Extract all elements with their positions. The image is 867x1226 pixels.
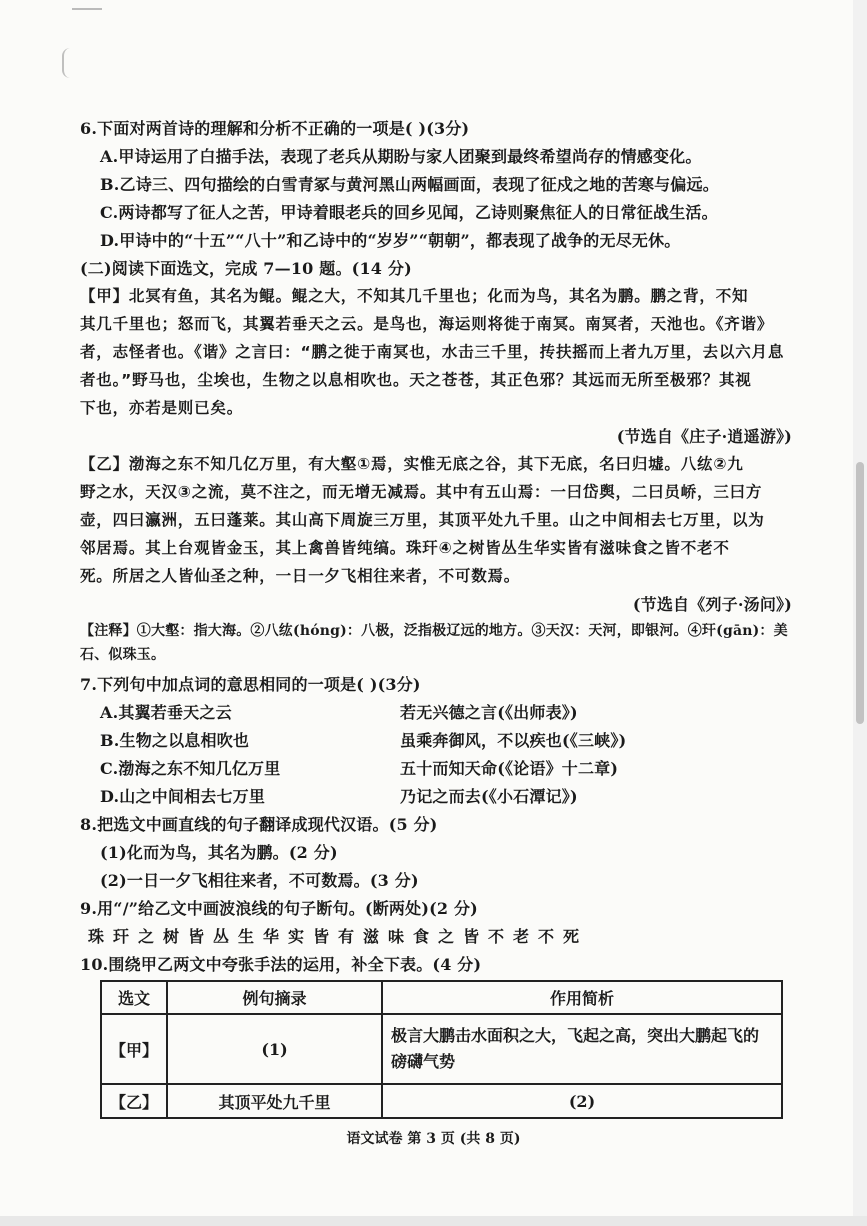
page-footer: 语文试卷 第 3 页 (共 8 页) xyxy=(346,1131,521,1147)
q7-option-c-left: C.渤海之东不知几亿万里 xyxy=(100,759,281,778)
table-row xyxy=(101,1014,782,1084)
section-heading: (二)阅读下面选文，完成 7—10 题。(14 分) xyxy=(80,259,412,278)
passage-jia-line: 者，志怪者也。《谐》之言曰：“鹏之徙于南冥也，水击三千里，抟扶摇而上者九万里，去以六月息 xyxy=(80,343,785,361)
table-row xyxy=(101,1084,782,1118)
answer-blank-1[interactable]: (1) xyxy=(167,1014,382,1084)
answer-blank-2[interactable]: (2) xyxy=(382,1084,782,1118)
q7-stem: 7.下列句中加点词的意思相同的一项是( )(3分) xyxy=(80,675,421,694)
bottom-edge xyxy=(0,1216,867,1226)
table-cell: 【乙】 xyxy=(101,1084,167,1118)
table-header: 选文 xyxy=(101,981,167,1014)
q7-option-d-right: 乃记之而去(《小石潭记》) xyxy=(400,787,578,806)
scrollbar-thumb[interactable] xyxy=(856,462,864,724)
passage-yi-line: 【乙】渤海之东不知几亿万里，有大壑①焉，实惟无底之谷，其下无底，名曰归墟。八纮②九 xyxy=(80,455,744,473)
table-header-row xyxy=(101,981,782,1014)
passage-yi-source: (节选自《列子·汤问》) xyxy=(632,595,792,614)
table-header: 例句摘录 xyxy=(167,981,382,1014)
passage-yi-line: 邻居焉。其上台观皆金玉，其上禽兽皆纯缟。珠玕④之树皆丛生华实皆有滋味食之皆不老不 xyxy=(80,539,730,557)
passage-jia-line: 【甲】北冥有鱼，其名为鲲。鲲之大，不知其几千里也；化而为鸟，其名为鹏。鹏之背，不知 xyxy=(80,287,749,305)
q6-stem: 6.下面对两首诗的理解和分析不正确的一项是( )(3分) xyxy=(80,119,470,138)
q8-item: (1)化而为鸟，其名为鹏。(2 分) xyxy=(100,843,338,862)
q6-option-b: B.乙诗三、四句描绘的白雪青冢与黄河黑山两幅画面，表现了征戍之地的苦寒与偏远。 xyxy=(100,175,719,194)
q7-option-b-left: B.生物之以息相吹也 xyxy=(100,731,250,750)
vertical-scrollbar[interactable] xyxy=(853,0,867,1226)
q9-sentence: 珠玕之树皆丛生华实皆有滋味食之皆不老不死 xyxy=(88,927,589,946)
q6-option-c: C.两诗都写了征人之苦，甲诗着眼老兵的回乡见闻，乙诗则聚焦征人的日常征战生活。 xyxy=(100,203,718,222)
notes-line: 石、似珠玉。 xyxy=(80,647,166,663)
q7-option-b-right: 虽乘奔御风，不以疾也(《三峡》) xyxy=(400,731,627,750)
passage-yi-line: 壶，四曰瀛洲，五曰蓬莱。其山高下周旋三万里，其顶平处九千里。山之中间相去七万里，以为 xyxy=(80,511,765,529)
passage-yi-line: 野之水，天汉③之流，莫不注之，而无增无减焉。其中有五山焉：一曰岱舆，二曰员峤，三曰方 xyxy=(80,483,763,501)
q8-item: (2)一日一夕飞相往来者，不可数焉。(3 分) xyxy=(100,871,419,890)
q10-table xyxy=(100,980,783,1119)
q7-option-d-left: D.山之中间相去七万里 xyxy=(100,787,266,806)
q10-stem: 10.围绕甲乙两文中夸张手法的运用，补全下表。(4 分) xyxy=(80,955,482,974)
q8-stem: 8.把选文中画直线的句子翻译成现代汉语。(5 分) xyxy=(80,815,438,834)
notes-line: 【注释】①大壑：指大海。②八纮(hóng)：八极，泛指极辽远的地方。③天汉：天河，即银河。④玕(gān)：美 xyxy=(80,623,788,639)
table-header: 作用简析 xyxy=(382,981,782,1014)
passage-jia-line: 下也，亦若是则已矣。 xyxy=(80,399,244,417)
passage-jia-line: 者也。”野马也，尘埃也，生物之以息相吹也。天之苍苍，其正色邪？其远而无所至极邪？其视 xyxy=(80,371,752,389)
q6-option-a: A.甲诗运用了白描手法，表现了老兵从期盼与家人团聚到最终希望尚存的情感变化。 xyxy=(100,147,702,166)
passage-jia-source: (节选自《庄子·逍遥游》) xyxy=(616,427,792,446)
q7-option-a-left: A.其翼若垂天之云 xyxy=(100,703,232,722)
scan-mark xyxy=(72,8,102,10)
passage-jia-line: 其几千里也；怒而飞，其翼若垂天之云。是鸟也，海运则将徙于南冥。南冥者，天池也。《齐谐》 xyxy=(80,315,774,333)
q9-stem: 9.用“/”给乙文中画波浪线的句子断句。(断两处)(2 分) xyxy=(80,899,478,918)
scan-mark xyxy=(62,48,78,78)
q6-option-d: D.甲诗中的“十五”“八十”和乙诗中的“岁岁”“朝朝”，都表现了战争的无尽无休。 xyxy=(100,231,681,250)
table-cell: 其顶平处九千里 xyxy=(167,1084,382,1118)
q7-option-c-right: 五十而知天命(《论语》十二章) xyxy=(400,759,619,778)
q7-option-a-right: 若无兴德之言(《出师表》) xyxy=(400,703,578,722)
table-cell: 【甲】 xyxy=(101,1014,167,1084)
passage-yi-line: 死。所居之人皆仙圣之种，一日一夕飞相往来者，不可数焉。 xyxy=(80,567,521,585)
table-cell: 极言大鹏击水面积之大，飞起之高，突出大鹏起飞的磅礴气势 xyxy=(382,1014,782,1084)
